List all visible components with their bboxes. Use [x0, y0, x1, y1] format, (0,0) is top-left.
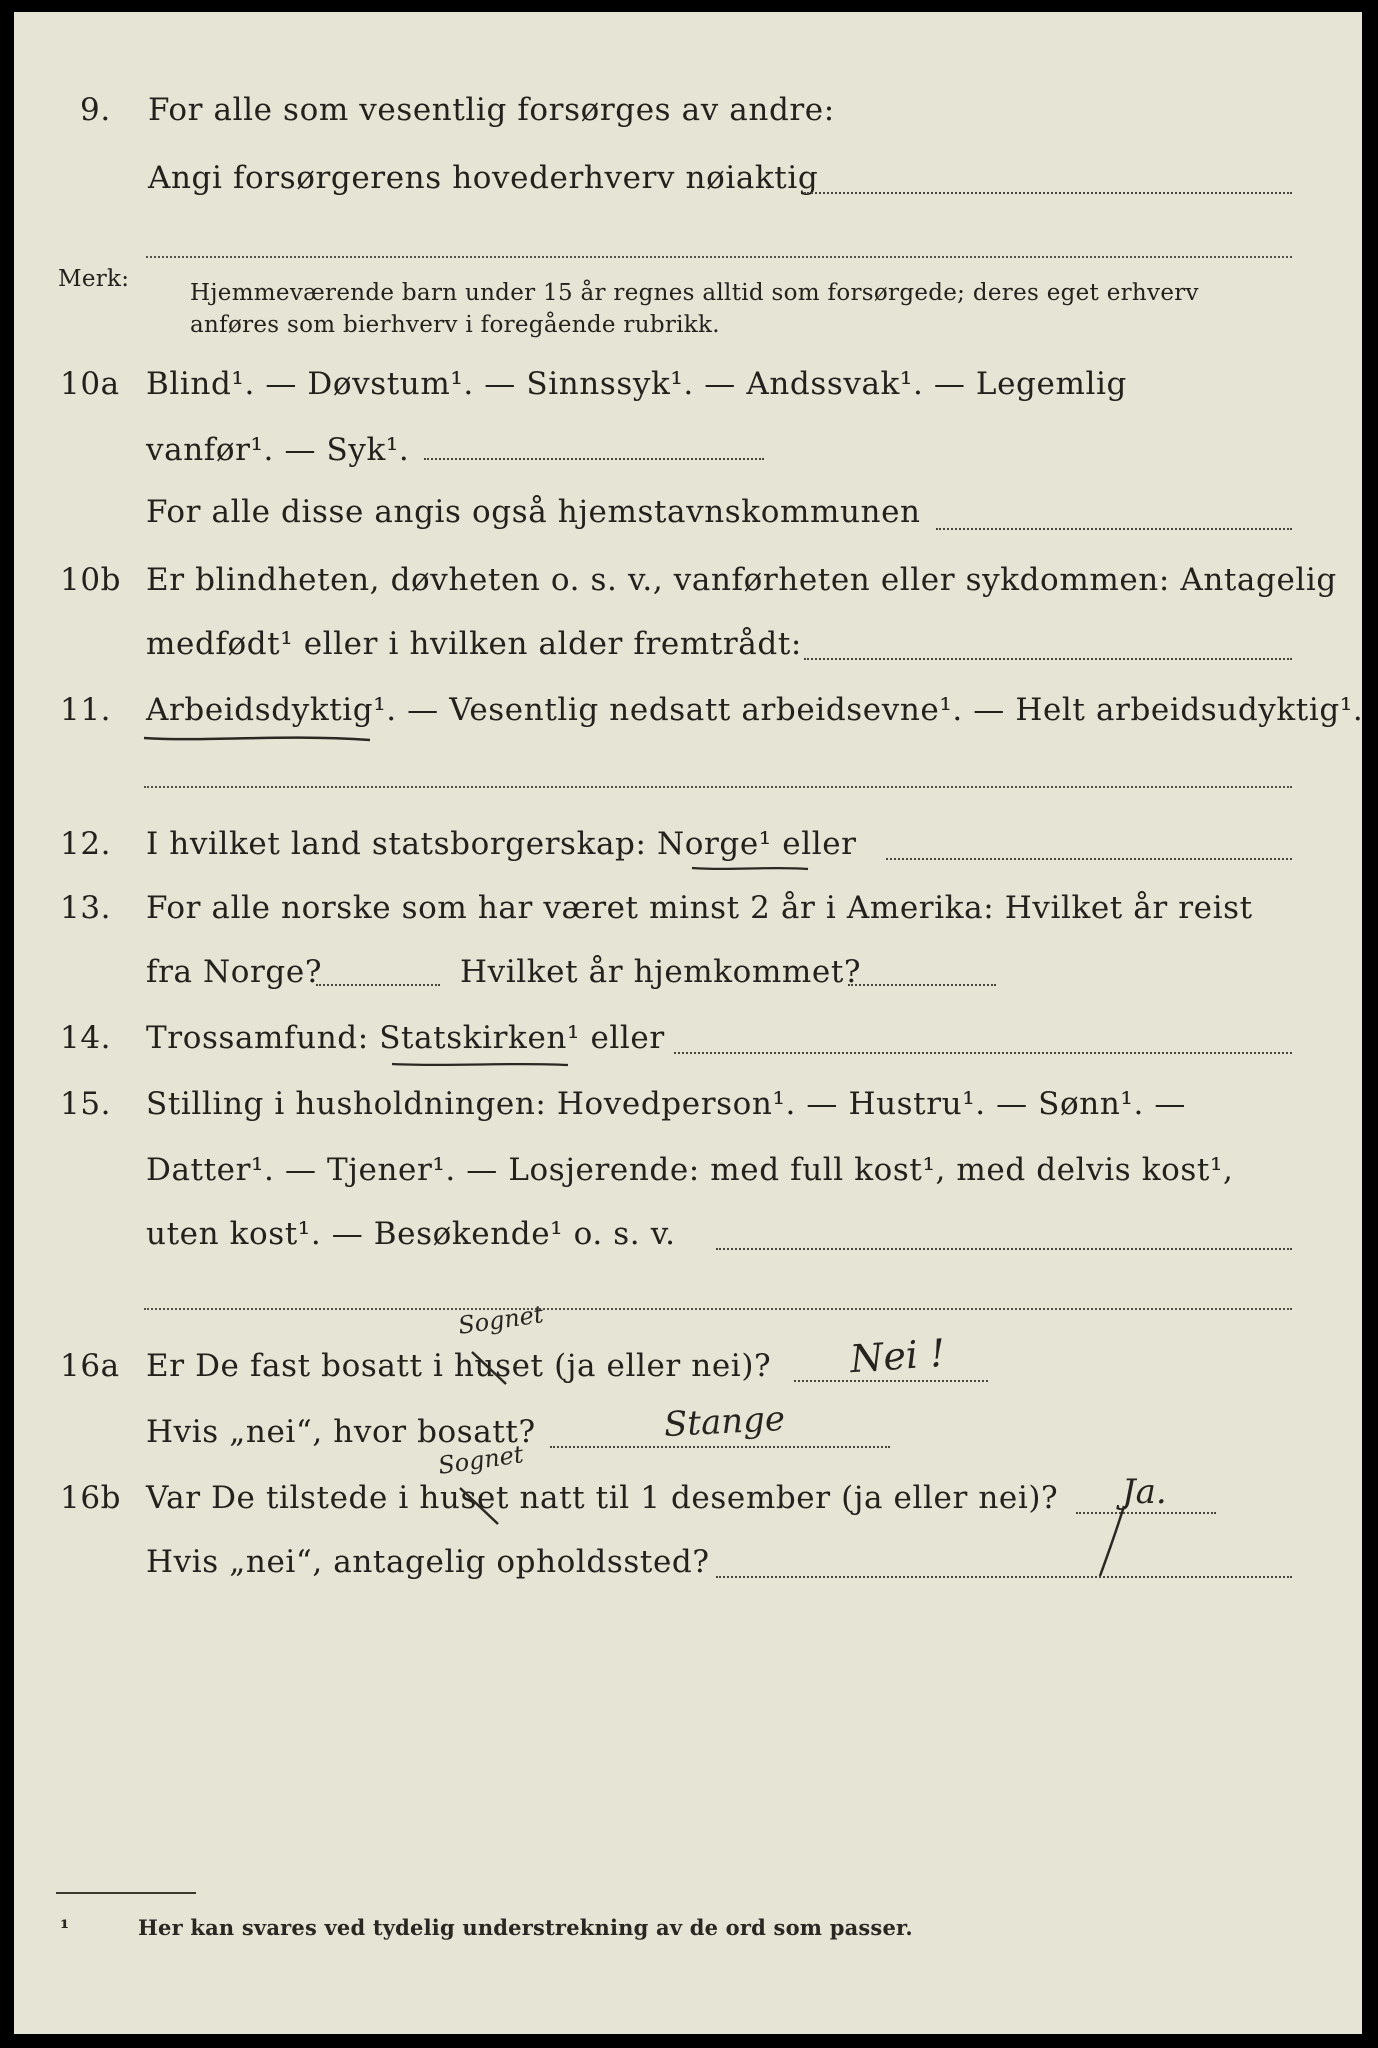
footnote-text: Her kan svares ved tydelig understrekning av de ord som passer.	[138, 1915, 913, 1940]
q9-number: 9.	[80, 92, 111, 128]
q12-answer-line[interactable]	[886, 858, 1292, 860]
footnote-mark: ¹	[60, 1915, 70, 1940]
q16b-handwritten-answer: Ja.	[1122, 1472, 1167, 1512]
q11-number: 11.	[60, 692, 112, 728]
q16b-opholdssted-line[interactable]	[716, 1576, 1292, 1578]
q13-reist-line[interactable]	[316, 984, 440, 986]
q10a-number: 10a	[60, 366, 120, 402]
q16a-text-line2: Hvis „nei“, hvor bosatt?	[146, 1414, 536, 1450]
q14-text-line1: Trossamfund: Statskirken¹ eller	[146, 1020, 665, 1056]
q13-text-line2a: fra Norge?	[146, 954, 323, 990]
q13-text-line1: For alle norske som har været minst 2 år i Amerika: Hvilket år reist	[146, 890, 1253, 926]
q15-text-line3: uten kost¹. — Besøkende¹ o. s. v.	[146, 1216, 676, 1252]
q15-answer-line[interactable]	[716, 1248, 1292, 1250]
q11-text-line1: Arbeidsdyktig¹. — Vesentlig nedsatt arbeidsevne¹. — Helt arbeidsudyktig¹.	[146, 692, 1364, 728]
q9-answer-line[interactable]	[804, 192, 1292, 194]
q16a-answer-line[interactable]	[794, 1380, 988, 1382]
q9-text-line2: Angi forsørgerens hovederhverv nøiaktig	[148, 160, 819, 196]
q10b-text-line2: medfødt¹ eller i hvilken alder fremtrådt:	[146, 626, 802, 662]
q16a-bosatt-line[interactable]	[550, 1446, 890, 1448]
q16b-number: 16b	[60, 1480, 122, 1516]
q16a-strike-mark	[466, 1346, 516, 1390]
q9-text-line1: For alle som vesentlig forsørges av andre:	[148, 92, 835, 128]
q10b-text-line1: Er blindheten, døvheten o. s. v., vanførheten eller sykdommen: Antagelig	[146, 562, 1337, 598]
q16a-handwritten-bosatt: Stange	[663, 1398, 786, 1446]
q13-text-line2b: Hvilket år hjemkommet?	[460, 954, 862, 990]
q14-number: 14.	[60, 1020, 112, 1056]
q16b-text-line1: Var De tilstede i huset natt til 1 desember (ja eller nei)?	[146, 1480, 1059, 1516]
q14-statskirken-underline	[390, 1058, 570, 1070]
q12-number: 12.	[60, 826, 112, 862]
q16a-handwritten-sognet: Sognet	[456, 1300, 546, 1340]
q13-hjemkommet-line[interactable]	[848, 984, 996, 986]
census-form-page	[14, 12, 1362, 2034]
q15-text-line2: Datter¹. — Tjener¹. — Losjerende: med full kost¹, med delvis kost¹,	[146, 1152, 1234, 1188]
q15-number: 15.	[60, 1086, 112, 1122]
q16a-text-line1: Er De fast bosatt i huset (ja eller nei)?	[146, 1348, 772, 1384]
q16a-handwritten-answer: Nei !	[848, 1330, 947, 1382]
q16b-text-line2: Hvis „nei“, antagelig opholdssted?	[146, 1544, 710, 1580]
q10b-answer-line[interactable]	[804, 658, 1292, 660]
q10a-text-line1: Blind¹. — Døvstum¹. — Sinnssyk¹. — Andssvak¹. — Legemlig	[146, 366, 1127, 402]
q10a-answer-line[interactable]	[424, 458, 764, 460]
q11-separator	[144, 786, 1292, 788]
q16b-strike-mark	[454, 1482, 508, 1530]
merk-text-line2: anføres som bierhverv i foregående rubrikk.	[190, 312, 720, 338]
merk-label: Merk:	[58, 266, 130, 292]
q12-norge-underline	[690, 862, 810, 874]
q16b-handwritten-sognet: Sognet	[436, 1440, 526, 1480]
q10a-text-line2: vanfør¹. — Syk¹.	[146, 432, 410, 468]
q11-underline-mark	[142, 730, 372, 744]
q12-text-line1: I hvilket land statsborgerskap: Norge¹ eller	[146, 826, 857, 862]
q15-separator	[144, 1308, 1292, 1310]
q10a-text-line3: For alle disse angis også hjemstavnskommunen	[146, 494, 921, 530]
q9-answer-line-2[interactable]	[146, 256, 1292, 258]
q10a-hjemstavn-line[interactable]	[936, 528, 1292, 530]
q16b-answer-stroke	[1094, 1502, 1134, 1582]
q16a-number: 16a	[60, 1348, 120, 1384]
merk-text-line1: Hjemmeværende barn under 15 år regnes alltid som forsørgede; deres eget erhverv	[190, 280, 1199, 306]
q10b-number: 10b	[60, 562, 122, 598]
footnote-rule	[56, 1892, 196, 1894]
q13-number: 13.	[60, 890, 112, 926]
q15-text-line1: Stilling i husholdningen: Hovedperson¹. — Hustru¹. — Sønn¹. —	[146, 1086, 1186, 1122]
q14-answer-line[interactable]	[674, 1052, 1292, 1054]
